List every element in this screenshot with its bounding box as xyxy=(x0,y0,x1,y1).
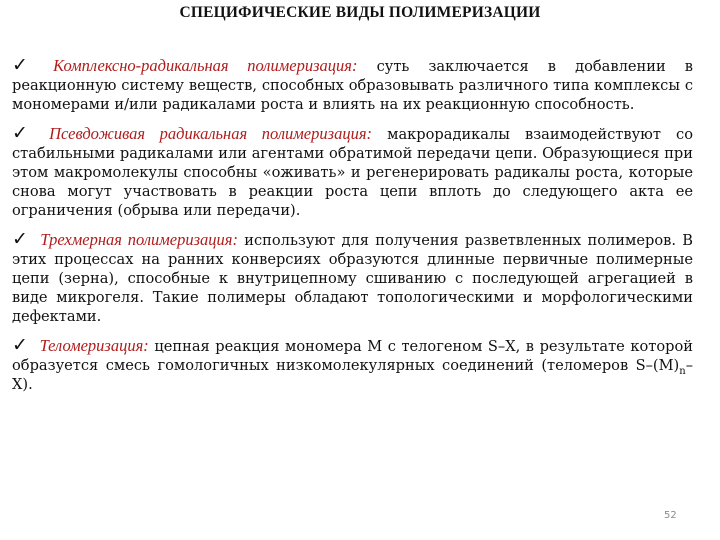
item-term: Теломеризация: xyxy=(39,335,149,355)
checkmark-icon: ✓ xyxy=(12,333,28,356)
item-term: Трехмерная полимеризация: xyxy=(40,229,238,249)
item-text: макрорадикалы взаимодействуют со стабильными радикалами или агентами обратимой передачи цепи. Образующиеся при этом макромолекулы способны «оживать» и регенерировать радикалы роста, которые снова могут участвовать в реакции роста цепи вплоть до следующего акта ее ограничения (обрыва или передачи). xyxy=(12,125,694,220)
list-item-complex-radical xyxy=(12,56,693,115)
page-number: 52 xyxy=(664,510,677,521)
checkmark-icon: ✓ xyxy=(12,54,28,76)
item-term: Комплексно-радикальная полимеризация: xyxy=(53,56,358,75)
list-item-pseudoliving xyxy=(12,121,694,221)
list-item-telomerization xyxy=(12,333,693,395)
content-body xyxy=(12,56,693,394)
item-text: цепная реакция мономера М с телогеном S–X, в результате которой образуется смесь гомологичных низкомолекулярных соединений (теломеров S–(M) xyxy=(12,337,693,374)
item-text: используют для получения разветвленных полимеров. В этих процессах на ранних конверсиях образуются длинные первичные полимерные цепи (зерна), способные к внутрицепному сшиванию с последующей агрегацией в виде микрогеля. Такие полимеры обладают топологическими и морфологическими дефектами. xyxy=(12,231,693,326)
checkmark-icon: ✓ xyxy=(12,227,28,250)
subscript-n: n xyxy=(679,365,686,377)
item-text-after: –X). xyxy=(12,356,693,394)
checkmark-icon: ✓ xyxy=(12,121,28,144)
slide-title: СПЕЦИФИЧЕСКИЕ ВИДЫ ПОЛИМЕРИЗАЦИИ xyxy=(179,4,541,21)
item-text: суть заключается в добавлении в реакционную систему веществ, способных образовывать различного типа комплексы с мономерами и/или радикалами роста и влиять на их реакционную способность. xyxy=(12,58,693,114)
list-item-three-dimensional xyxy=(12,227,693,327)
item-term: Псевдоживая радикальная полимеризация: xyxy=(49,123,372,143)
